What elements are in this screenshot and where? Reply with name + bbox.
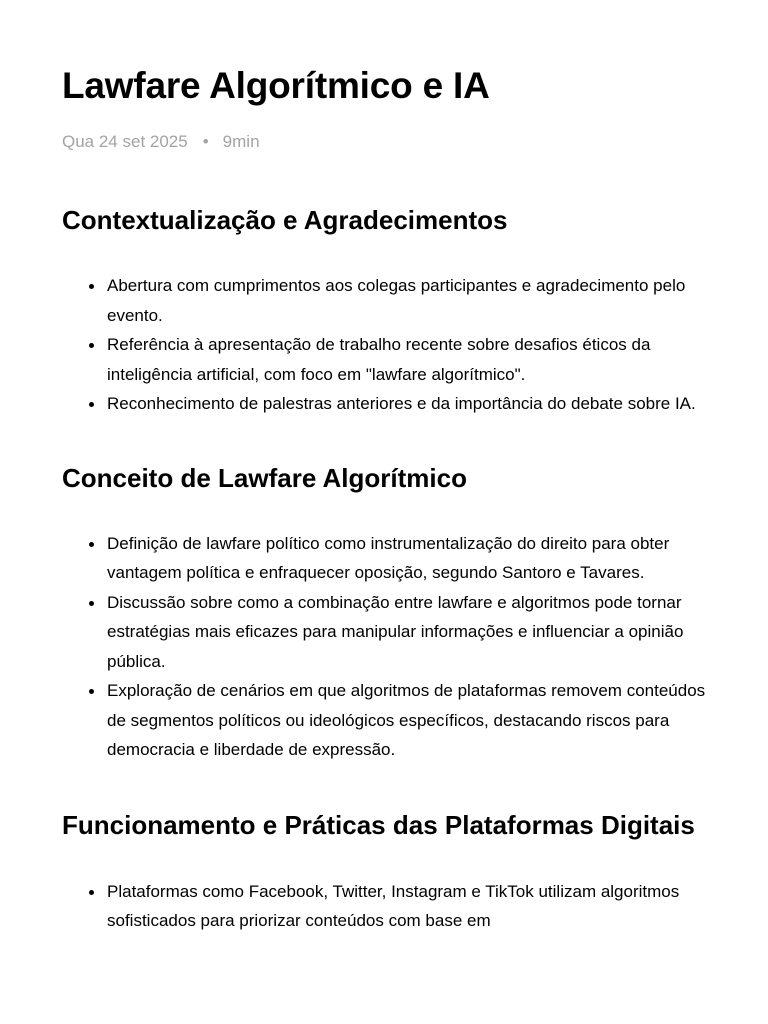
page-title: Lawfare Algorítmico e IA xyxy=(62,65,490,106)
list-item: Referência à apresentação de trabalho recente sobre desafios éticos da inteligência artificial, com foco em "lawfare algorítmico". xyxy=(107,330,706,389)
section-heading-conceito: Conceito de Lawfare Algorítmico xyxy=(62,462,467,493)
section-list-contextualizacao xyxy=(62,271,706,419)
list-item: Plataformas como Facebook, Twitter, Instagram e TikTok utilizam algoritmos sofisticados para priorizar conteúdos com base em xyxy=(107,877,706,936)
section-list-conceito xyxy=(62,529,706,765)
section-heading-contextualizacao: Contextualização e Agradecimentos xyxy=(62,205,508,235)
list-item: Definição de lawfare político como instrumentalização do direito para obter vantagem política e enfraquecer oposição, segundo Santoro e Tavares. xyxy=(107,529,706,588)
meta-duration: 9min xyxy=(222,132,260,151)
list-item: Discussão sobre como a combinação entre lawfare e algoritmos pode tornar estratégias mais eficazes para manipular informações e influenciar a opinião pública. xyxy=(107,588,706,677)
page-meta xyxy=(62,130,706,154)
list-item: Exploração de cenários em que algoritmos de plataformas removem conteúdos de segmentos políticos ou ideológicos específicos, destacando riscos para democracia e liberdade de expressão. xyxy=(107,676,706,765)
section-heading-funcionamento: Funcionamento e Práticas das Plataformas Digitais xyxy=(62,809,695,840)
list-item: Abertura com cumprimentos aos colegas participantes e agradecimento pelo evento. xyxy=(107,271,706,330)
meta-separator: • xyxy=(202,132,209,151)
meta-date: Qua 24 set 2025 xyxy=(62,132,188,151)
list-item: Reconhecimento de palestras anteriores e da importância do debate sobre IA. xyxy=(107,389,706,419)
section-list-funcionamento xyxy=(62,877,706,936)
